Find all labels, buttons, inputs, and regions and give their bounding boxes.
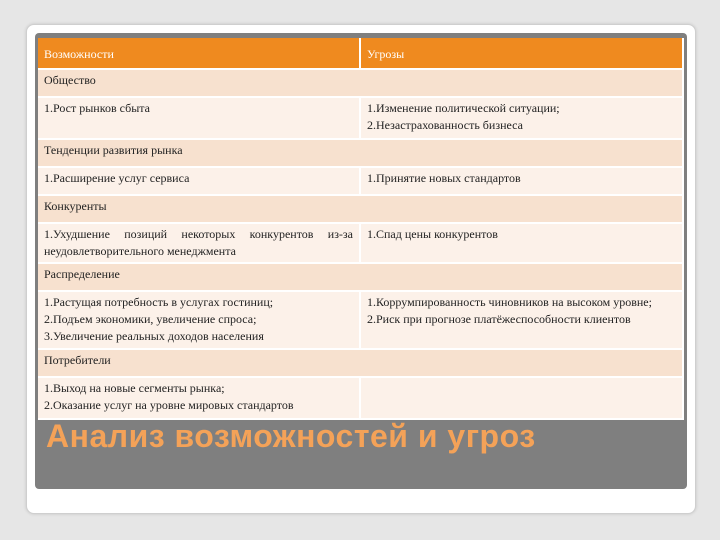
threat-item: 1.Коррумпированность чиновников на высоком уровне; [367,295,652,309]
data-row [38,292,684,350]
category-label: Потребители [38,350,684,378]
opportunity-item: 2.Подъем экономики, увеличение спроса; [44,312,257,326]
category-row [38,140,684,168]
swot-table [38,38,684,420]
category-label: Общество [38,70,684,98]
category-row [38,196,684,224]
opportunities-cell [38,168,361,196]
category-label: Тенденции развития рынка [38,140,684,168]
category-label: Распределение [38,264,684,292]
threat-item: 2.Риск при прогнозе платёжеспособности клиентов [367,312,631,326]
data-row [38,98,684,140]
opportunities-cell [38,98,361,140]
data-row [38,168,684,196]
threats-cell [361,168,684,196]
threat-item: 2.Незастрахованность бизнеса [367,118,523,132]
threat-item: 1.Принятие новых стандартов [367,171,521,185]
opportunities-cell [38,378,361,420]
opportunity-item: 1.Ухудшение позиций некоторых конкурентов из-за неудовлетворительного менеджмента [44,227,353,258]
threats-cell [361,98,684,140]
category-label: Конкуренты [38,196,684,224]
opportunity-item: 1.Растущая потребность в услугах гостиниц; [44,295,274,309]
header-opportunities: Возможности [38,38,361,70]
threat-item: 1.Изменение политической ситуации; [367,101,560,115]
threat-item: 1.Спад цены конкурентов [367,227,498,241]
category-row [38,70,684,98]
opportunity-item: 2.Оказание услуг на уровне мировых стандартов [44,398,294,412]
category-row [38,264,684,292]
header-threats: Угрозы [361,38,684,70]
opportunity-item: 1.Выход на новые сегменты рынка; [44,381,225,395]
threats-cell [361,224,684,264]
threats-cell [361,378,684,420]
opportunity-item: 1.Расширение услуг сервиса [44,171,190,185]
data-row [38,378,684,420]
opportunities-cell [38,224,361,264]
opportunity-item: 3.Увеличение реальных доходов населения [44,329,264,343]
threats-cell [361,292,684,350]
data-row [38,224,684,264]
opportunities-cell [38,292,361,350]
header-row [38,38,684,70]
opportunity-item: 1.Рост рынков сбыта [44,101,150,115]
slide-title: Анализ возможностей и угроз [46,418,536,454]
category-row [38,350,684,378]
